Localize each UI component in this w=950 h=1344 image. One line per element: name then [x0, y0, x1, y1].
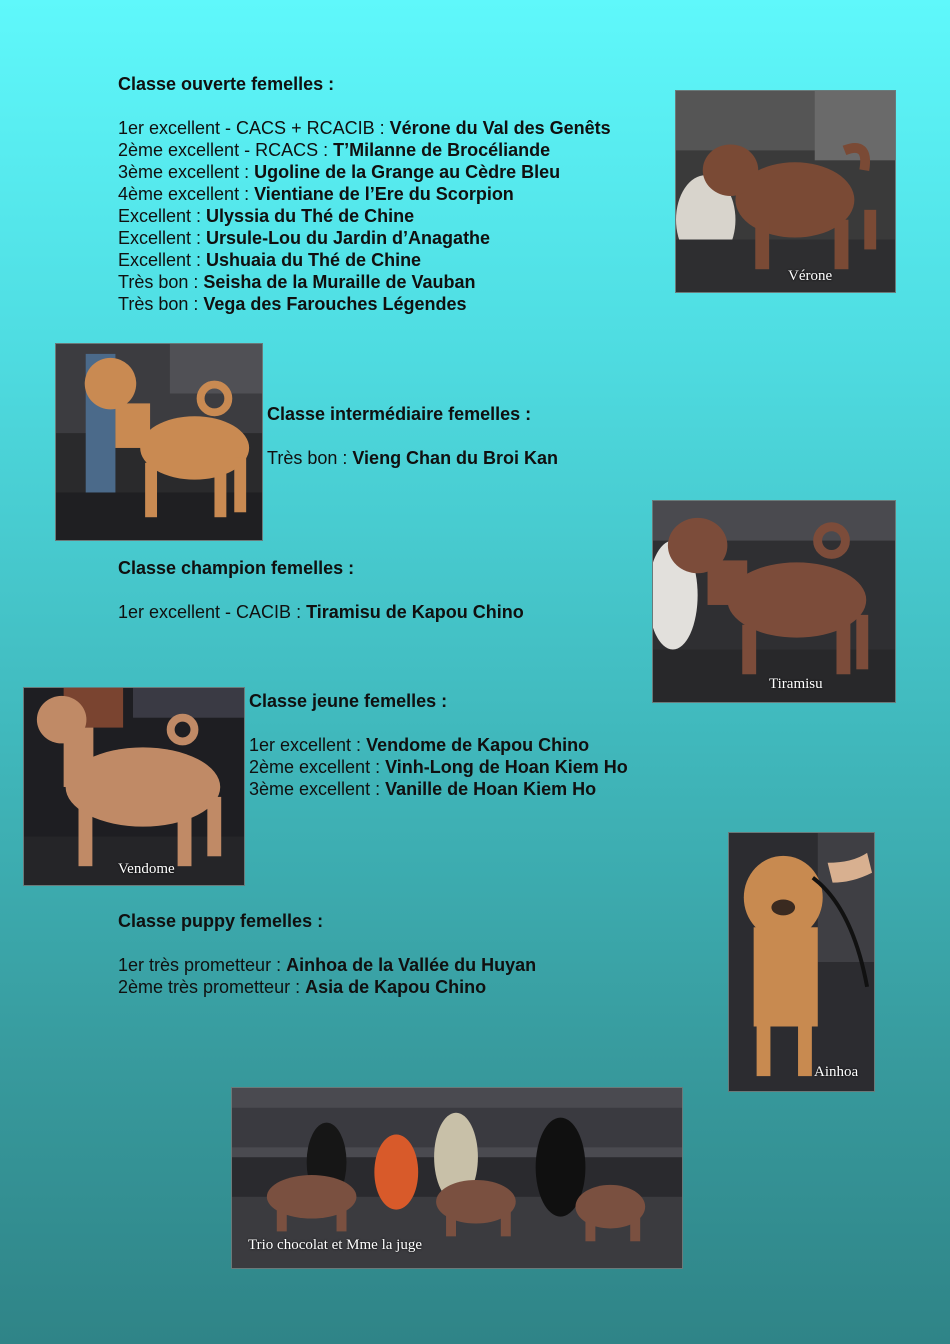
photo-caption: Trio chocolat et Mme la juge — [248, 1237, 422, 1253]
photo-verone — [675, 90, 896, 293]
result-dog-name: Ushuaia du Thé de Chine — [206, 250, 422, 270]
result-dog-name: Tiramisu de Kapou Chino — [306, 602, 524, 622]
dog-photo-ainhoa — [729, 833, 874, 1091]
result-rank: 1er excellent - CACS + RCACIB : — [118, 118, 390, 138]
result-rank: 2ème très prometteur : — [118, 977, 306, 997]
photo-vendome — [23, 687, 245, 886]
section-ouverte — [118, 73, 611, 315]
result-line — [249, 756, 628, 778]
result-rank: Très bon : — [118, 272, 204, 292]
result-line — [118, 183, 611, 205]
result-line — [267, 447, 558, 469]
result-dog-name: Vanille de Hoan Kiem Ho — [385, 779, 597, 799]
result-line — [249, 734, 628, 756]
result-rank: 1er très prometteur : — [118, 955, 287, 975]
result-rank: 3ème excellent : — [118, 162, 255, 182]
result-rank: 1er excellent - CACIB : — [118, 602, 307, 622]
result-rank: Excellent : — [118, 206, 207, 226]
result-line — [118, 227, 611, 249]
photo-caption: Tiramisu — [769, 676, 823, 692]
result-line — [118, 976, 536, 998]
results-list — [249, 734, 628, 800]
photo-tiramisu — [652, 500, 896, 703]
result-line — [118, 205, 611, 227]
result-dog-name: Vérone du Val des Genêts — [389, 118, 611, 138]
result-line — [118, 293, 611, 315]
section-heading: Classe intermédiaire femelles : — [267, 404, 532, 424]
result-dog-name: Asia de Kapou Chino — [305, 977, 487, 997]
results-list — [118, 117, 611, 315]
section-heading: Classe puppy femelles : — [118, 911, 324, 931]
result-line — [118, 954, 536, 976]
result-line — [118, 249, 611, 271]
result-line — [249, 778, 628, 800]
result-rank: 1er excellent : — [249, 735, 367, 755]
section-puppy — [118, 910, 536, 998]
dog-photo-tiramisu — [653, 501, 895, 702]
results-list — [118, 601, 524, 623]
result-rank: 2ème excellent : — [249, 757, 386, 777]
result-line — [118, 601, 524, 623]
result-dog-name: Vega des Farouches Légendes — [203, 294, 467, 314]
section-intermediaire — [267, 403, 558, 469]
result-line — [118, 271, 611, 293]
results-list — [118, 954, 536, 998]
result-rank: Très bon : — [118, 294, 204, 314]
result-dog-name: Ainhoa de la Vallée du Huyan — [286, 955, 537, 975]
section-heading: Classe champion femelles : — [118, 558, 355, 578]
result-rank: 2ème excellent - RCACS : — [118, 140, 334, 160]
photo-caption: Ainhoa — [814, 1064, 859, 1080]
result-rank: Excellent : — [118, 228, 207, 248]
result-line — [118, 161, 611, 183]
photo-caption: Vendome — [118, 861, 175, 877]
result-dog-name: T’Milanne de Brocéliande — [333, 140, 551, 160]
result-line — [118, 139, 611, 161]
photo-caption: Vérone — [788, 268, 833, 284]
section-heading: Classe jeune femelles : — [249, 691, 448, 711]
dog-photo-vieng-chan — [56, 344, 262, 540]
result-dog-name: Ursule-Lou du Jardin d’Anagathe — [206, 228, 491, 248]
results-list — [267, 447, 558, 469]
result-dog-name: Ugoline de la Grange au Cèdre Bleu — [254, 162, 561, 182]
dog-photo-verone — [676, 91, 895, 292]
result-rank: 3ème excellent : — [249, 779, 386, 799]
result-dog-name: Vieng Chan du Broi Kan — [352, 448, 559, 468]
result-line — [118, 117, 611, 139]
result-rank: 4ème excellent : — [118, 184, 255, 204]
result-dog-name: Vendome de Kapou Chino — [366, 735, 590, 755]
result-dog-name: Vinh-Long de Hoan Kiem Ho — [385, 757, 628, 777]
photo-vieng-chan — [55, 343, 263, 541]
section-jeune — [249, 690, 628, 800]
dog-photo-vendome — [24, 688, 244, 885]
result-dog-name: Seisha de la Muraille de Vauban — [203, 272, 476, 292]
result-dog-name: Ulyssia du Thé de Chine — [206, 206, 415, 226]
result-dog-name: Vientiane de l’Ere du Scorpion — [254, 184, 514, 204]
photo-ainhoa — [728, 832, 875, 1092]
photo-trio — [231, 1087, 683, 1269]
section-heading: Classe ouverte femelles : — [118, 74, 335, 94]
section-champion — [118, 557, 524, 623]
result-rank: Excellent : — [118, 250, 207, 270]
result-rank: Très bon : — [267, 448, 353, 468]
